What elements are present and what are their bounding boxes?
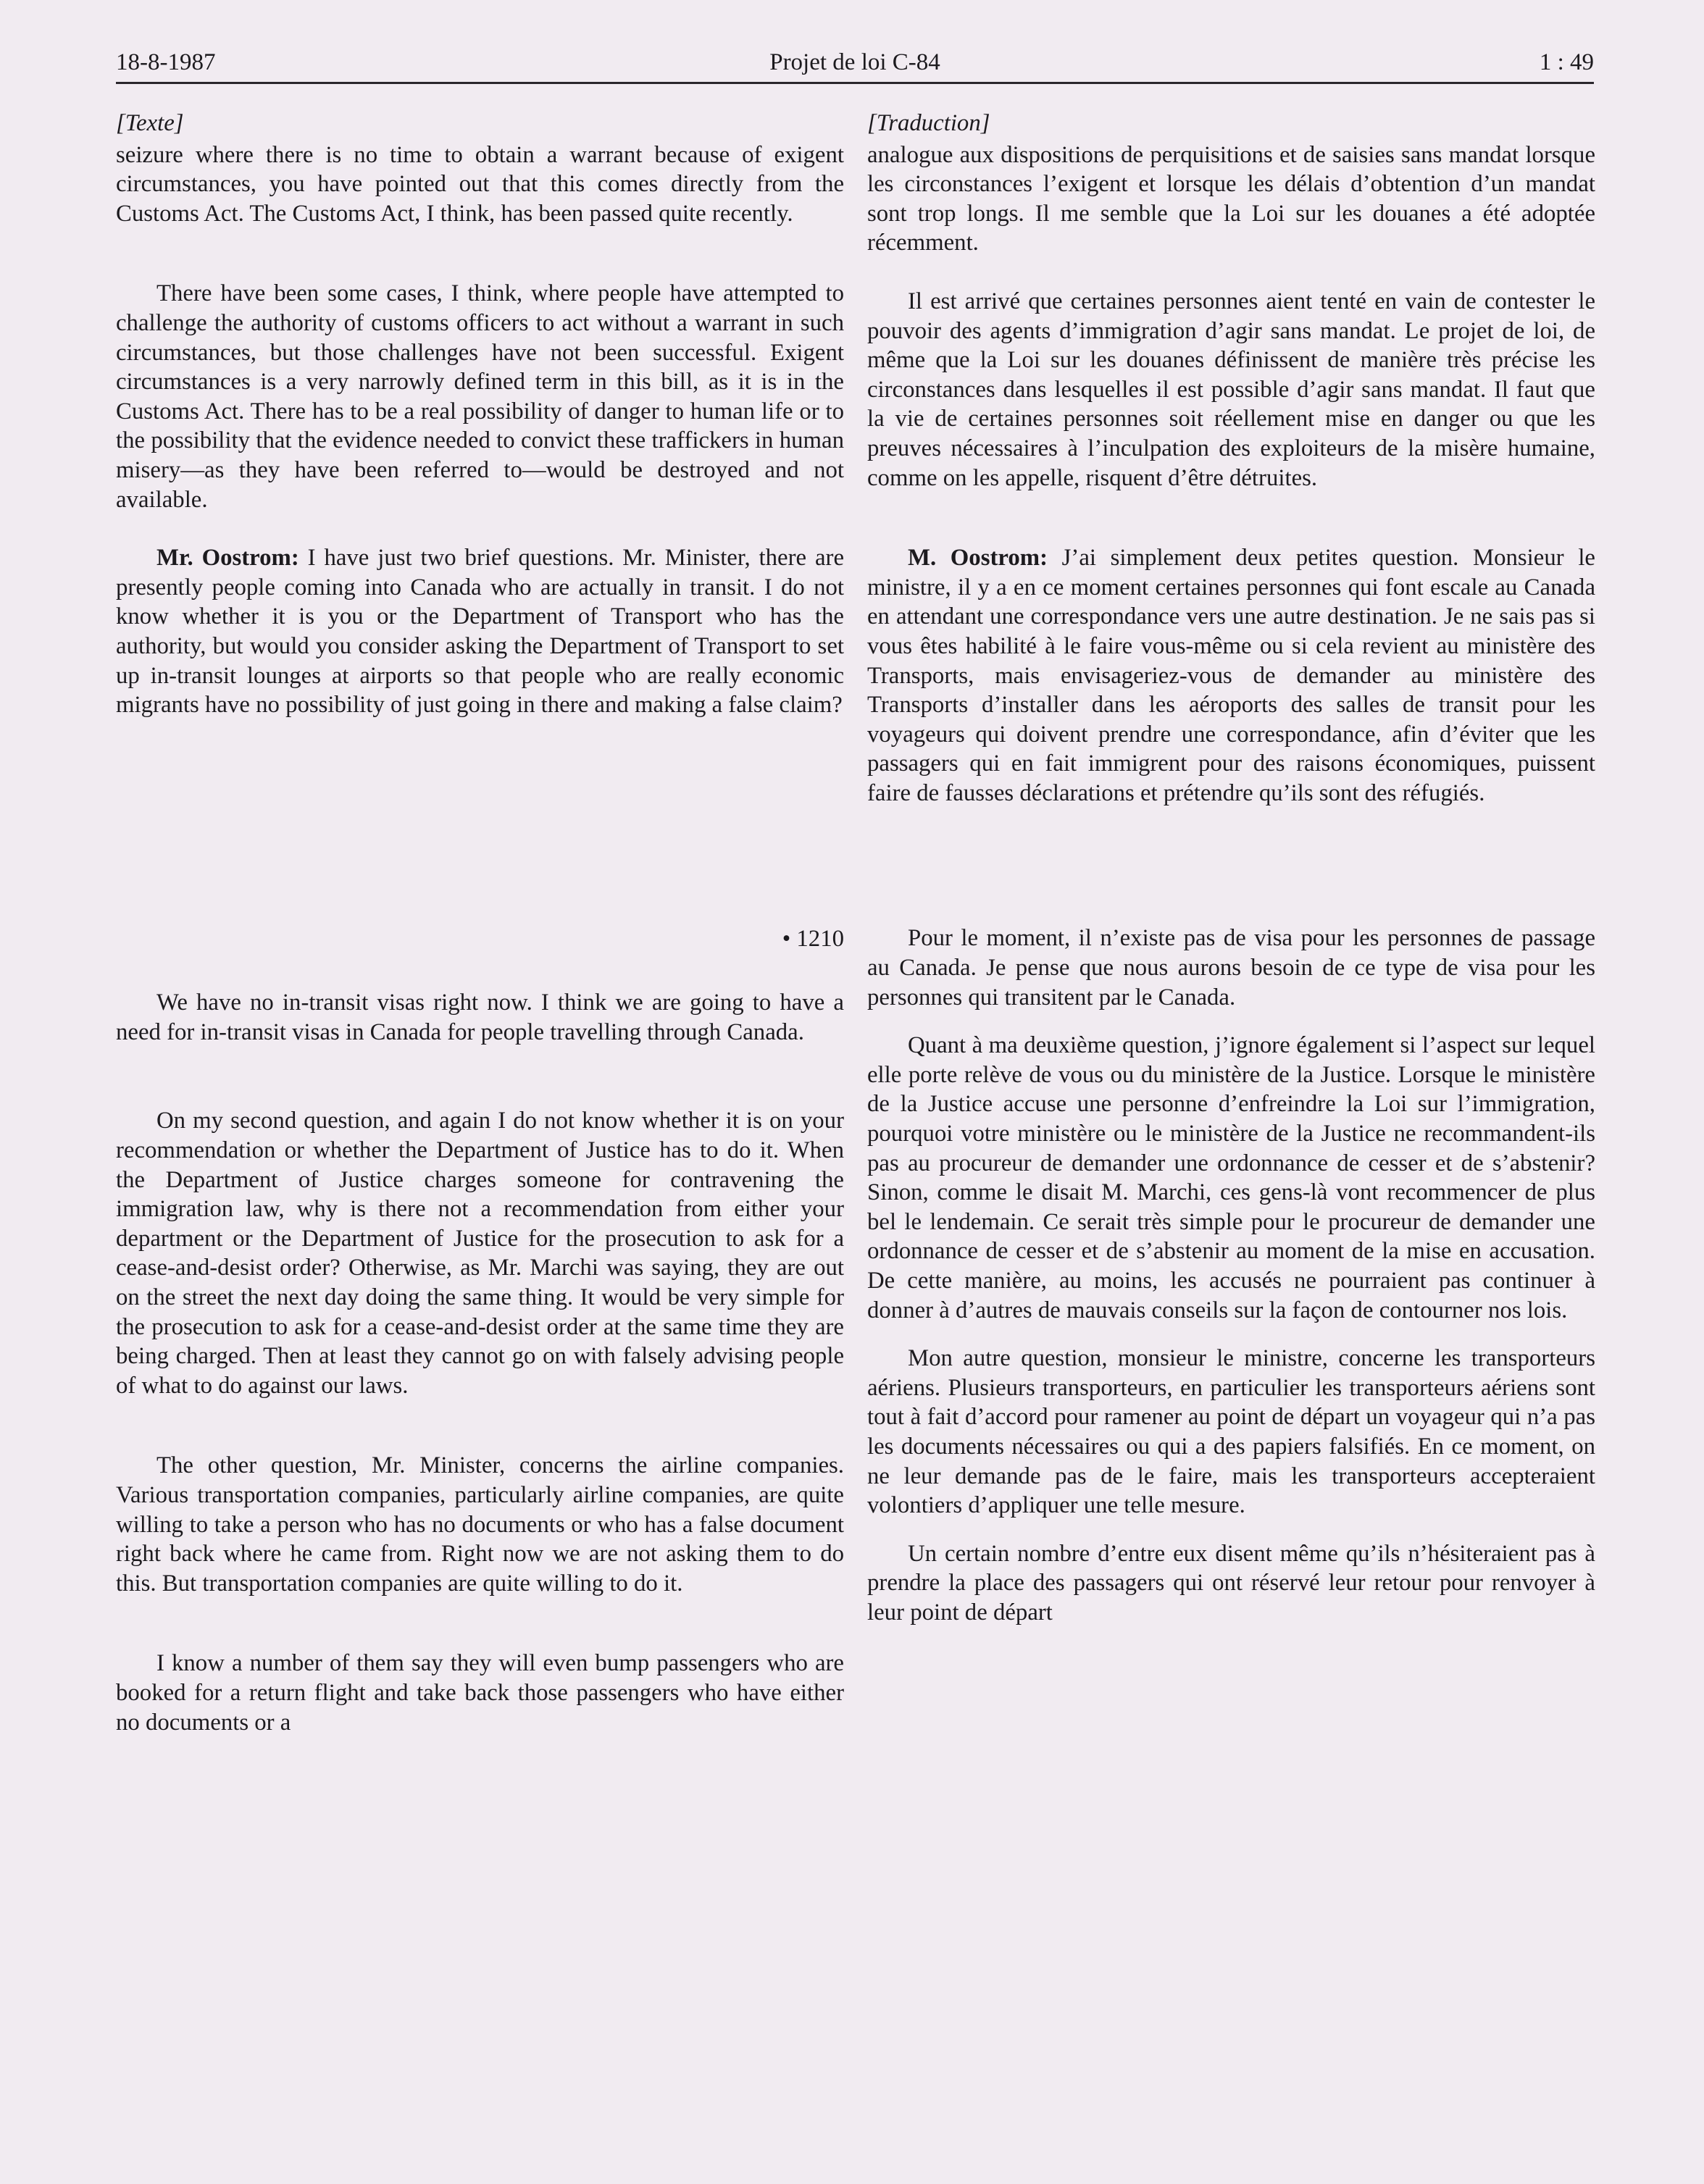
paragraph: We have no in-transit visas right now. I think we are going to have a need for in-transit visas in Canada for people travelling through Canada.	[116, 990, 844, 1045]
page-header	[116, 45, 1594, 83]
paragraph: Un certain nombre d’entre eux disent même qu’ils n’hésiteraient pas à prendre la place des passagers qui ont réservé leur retour pour renvoyer à leur point de départ	[867, 1540, 1595, 1626]
speaker-paragraph	[116, 543, 844, 720]
paragraph: There have been some cases, I think, where people have attempted to challenge the authority of customs officers to act without a warrant in such circumstances, but those challenges have not been successful. Exigent circumstances is a very narrowly defined term in this bill, as it is in the Customs Act. There has to be a real possibility of danger to human life or to the possibility that the evidence needed to convict these traffickers in human misery—as they have been referred to—would be destroyed and not available.	[116, 280, 844, 513]
header-title: Projet de loi C-84	[769, 49, 940, 75]
paragraph: The other question, Mr. Minister, concerns the airline companies. Various transportation companies, particularly airline companies, are quite willing to take a person who has no documents or who has a false document right back where he came from. Right now we are not asking them to do this. But transportation companies are quite willing to do it.	[116, 1452, 844, 1597]
paragraph-text: J’ai simplement deux petites question. Monsieur le ministre, il y a en ce moment certaines personnes qui font escale au Canada en attendant une correspondance vers une autre destination. Je ne sais pas si vous êtes habilité à le faire vous-même ou si cela revient au ministère des Transports, mais envisageriez-vous de demander au ministère des Transports d’installer dans les aéroports des salles de transit pour les voyageurs qui doivent prendre une correspondance, afin d’éviter que les passagers qui en fait immigrent pour des raisons économiques, puissent faire de fausses déclarations et prétendre qu’ils sont des réfugiés.	[867, 545, 1595, 806]
paragraph: Quant à ma deuxième question, j’ignore également si l’aspect sur lequel elle porte relève de vous ou du ministère de la Justice. Lorsque le ministère de la Justice accuse une personne d’enfreindre la Loi sur l’immigration, pourquoi votre ministère ou le ministère de la Justice ne recommandent-ils pas au procureur de demander une ordonnance de cesser et de s’abstenir? Sinon, comme le disait M. Marchi, ces gens-là vont recommencer de plus bel le lendemain. Ce serait très simple pour le procureur de demander une ordonnance de cesser et de s’abstenir au moment de la mise en accusation. De cette manière, au moins, les accusés ne pourraient pas continuer à donner à d’autres de mauvais conseils sur la façon de contourner nos lois.	[867, 1032, 1595, 1323]
speaker-paragraph	[867, 543, 1595, 808]
speaker-name: M. Oostrom:	[908, 545, 1048, 572]
paragraph: Mon autre question, monsieur le ministre, concerne les transporteurs aériens. Plusieurs transporteurs, en particulier les transporteurs aériens sont tout à fait d’accord pour ramener au point de départ un voyageur qui n’a pas les documents nécessaires ou qui a des papiers falsifiés. En ce moment, on ne leur demande pas de le faire, mais les transporteurs accepteraient volontiers d’appliquer une telle mesure.	[867, 1345, 1595, 1519]
french-column	[867, 109, 1595, 1628]
speaker-name: Mr. Oostrom:	[156, 545, 299, 572]
english-column	[116, 109, 844, 1737]
language-tag-english: [Texte]	[116, 110, 184, 136]
header-rule	[116, 82, 1594, 84]
paragraph: seizure where there is no time to obtain a warrant because of exigent circumstances, you have pointed out that this comes directly from the Customs Act. The Customs Act, I think, has been passed quite recently.	[116, 141, 844, 227]
header-date: 18-8-1987	[116, 49, 216, 75]
header-page-number: 1 : 49	[1539, 49, 1594, 75]
language-tag-french: [Traduction]	[867, 110, 990, 136]
timestamp: • 1210	[782, 925, 844, 952]
paragraph: Il est arrivé que certaines personnes aient tenté en vain de contester le pouvoir des agents d’immigration d’agir sans mandat. Le projet de loi, de même que la Loi sur les douanes définissent de manière très précise les circonstances dans lesquelles il est possible d’agir sans mandat. Il faut que la vie de certaines personnes soit réellement mise en danger ou que les preuves nécessaires à l’inculpation des exploiteurs de la misère humaine, comme on les appelle, risquent d’être détruites.	[867, 288, 1595, 491]
paragraph: Pour le moment, il n’existe pas de visa pour les personnes de passage au Canada. Je pense que nous aurons besoin de ce type de visa pour les personnes qui transitent par le Canada.	[867, 925, 1595, 1011]
paragraph: I know a number of them say they will even bump passengers who are booked for a return flight and take back those passengers who have either no documents or a	[116, 1650, 844, 1736]
paragraph-text: I have just two brief questions. Mr. Minister, there are presently people coming into Canada who are actually in transit. I do not know whether it is you or the Department of Transport who has the authority, but would you consider asking the Department of Transport to set up in-transit lounges at airports so that people who are really economic migrants have no possibility of just going in there and making a false claim?	[116, 545, 844, 719]
paragraph: analogue aux dispositions de perquisitions et de saisies sans mandat lorsque les circonstances l’exigent et lorsque les délais d’obtention d’un mandat sont trop longs. Il me semble que la Loi sur les douanes a été adoptée récemment.	[867, 141, 1595, 256]
paragraph: On my second question, and again I do not know whether it is on your recommendation or whether the Department of Justice has to do it. When the Department of Justice charges someone for contravening the immigration law, why is there not a recommendation from either your department or the Department of Justice for the prosecution to ask for a cease-and-desist order? Otherwise, as Mr. Marchi was saying, they are out on the street the next day doing the same thing. It would be very simple for the prosecution to ask for a cease-and-desist order at the same time they are being charged. Then at least they cannot go on with falsely advising people of what to do against our laws.	[116, 1108, 844, 1399]
